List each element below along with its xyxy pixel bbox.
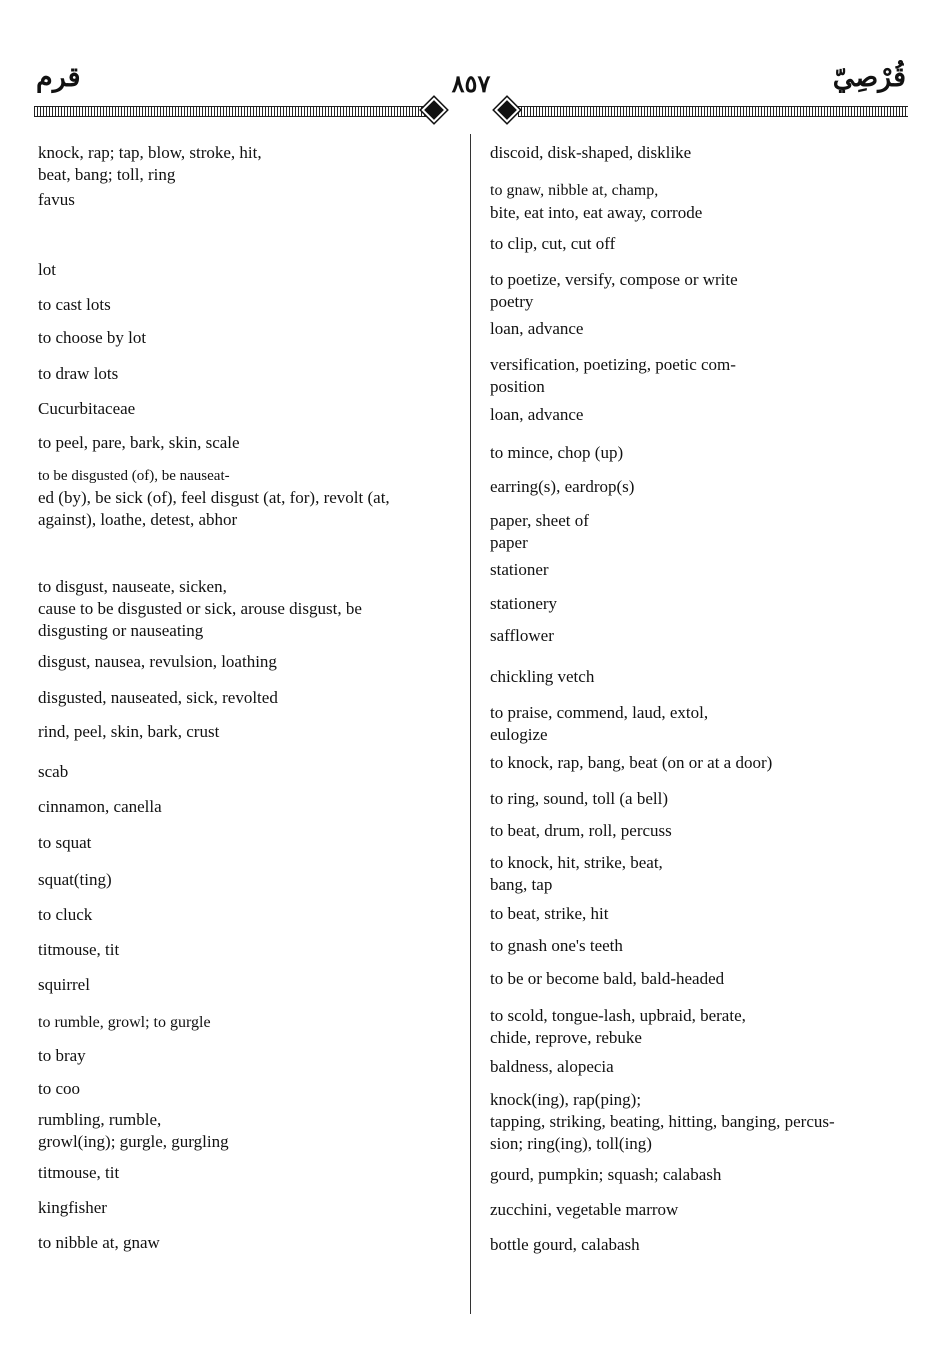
- english-definition: loan, advance: [490, 405, 584, 424]
- english-definition: to beat, drum, roll, percuss: [490, 821, 672, 840]
- english-definition: to beat, strike, hit: [490, 904, 609, 923]
- english-definition: to coo: [38, 1079, 81, 1098]
- english-definition: tapping, striking, beating, hitting, banging, percus-: [490, 1112, 835, 1131]
- header-rule-right: [518, 106, 908, 117]
- english-definition: poetry: [490, 292, 534, 311]
- english-definition: to poetize, versify, compose or write: [490, 270, 738, 289]
- diamond-ornament-left: [421, 97, 446, 122]
- english-definition: stationery: [490, 594, 558, 613]
- running-head-left: قرم: [36, 62, 81, 92]
- english-definition: rumbling, rumble,: [38, 1110, 162, 1129]
- english-definition: to cluck: [38, 905, 93, 924]
- english-definition: chickling vetch: [490, 667, 595, 686]
- english-definition: zucchini, vegetable marrow: [490, 1200, 679, 1219]
- english-definition: kingfisher: [38, 1198, 107, 1217]
- english-definition: cinnamon, canella: [38, 797, 162, 816]
- english-definition: to be or become bald, bald-headed: [490, 969, 725, 988]
- english-definition: ed (by), be sick (of), feel disgust (at, for), revolt (at,: [38, 488, 390, 507]
- english-definition: to rumble, growl; to gurgle: [38, 1014, 211, 1031]
- english-definition: beat, bang; toll, ring: [38, 165, 176, 184]
- english-definition: versification, poetizing, poetic com-: [490, 355, 736, 374]
- english-definition: to knock, rap, bang, beat (on or at a door): [490, 753, 773, 772]
- english-definition: loan, advance: [490, 319, 584, 338]
- english-definition: squat(ting): [38, 870, 112, 889]
- english-definition: to squat: [38, 833, 92, 852]
- english-definition: earring(s), eardrop(s): [490, 477, 635, 496]
- english-definition: knock(ing), rap(ping);: [490, 1090, 642, 1109]
- english-definition: to praise, commend, laud, extol,: [490, 703, 709, 722]
- english-definition: rind, peel, skin, bark, crust: [38, 722, 220, 741]
- english-definition: to clip, cut, cut off: [490, 234, 616, 253]
- english-definition: lot: [38, 260, 56, 279]
- english-definition: to disgust, nauseate, sicken,: [38, 577, 227, 596]
- english-definition: to draw lots: [38, 364, 119, 383]
- english-definition: position: [490, 377, 545, 396]
- english-definition: Cucurbitaceae: [38, 399, 136, 418]
- english-definition: disgusting or nauseating: [38, 621, 204, 640]
- english-definition: to be disgusted (of), be nauseat-: [38, 468, 230, 484]
- english-definition: knock, rap; tap, blow, stroke, hit,: [38, 143, 262, 162]
- english-definition: to scold, tongue-lash, upbraid, berate,: [490, 1006, 746, 1025]
- english-definition: titmouse, tit: [38, 940, 120, 959]
- english-definition: to knock, hit, strike, beat,: [490, 853, 663, 872]
- english-definition: to gnash one's teeth: [490, 936, 623, 955]
- english-definition: scab: [38, 762, 69, 781]
- english-definition: stationer: [490, 560, 549, 579]
- english-definition: paper, sheet of: [490, 511, 589, 530]
- page-number: ٨٥٧: [451, 72, 491, 98]
- diamond-ornament-right: [494, 97, 519, 122]
- english-definition: favus: [38, 190, 75, 209]
- english-definition: titmouse, tit: [38, 1163, 120, 1182]
- english-definition: sion; ring(ing), toll(ing): [490, 1134, 652, 1153]
- english-definition: to mince, chop (up): [490, 443, 624, 462]
- english-definition: to nibble at, gnaw: [38, 1233, 160, 1252]
- english-definition: to gnaw, nibble at, champ,: [490, 182, 659, 199]
- english-definition: disgust, nausea, revulsion, loathing: [38, 652, 277, 671]
- english-definition: eulogize: [490, 725, 548, 744]
- english-definition: disgusted, nauseated, sick, revolted: [38, 688, 278, 707]
- english-definition: squirrel: [38, 975, 90, 994]
- english-definition: chide, reprove, rebuke: [490, 1028, 642, 1047]
- english-definition: growl(ing); gurgle, gurgling: [38, 1132, 229, 1151]
- english-definition: against), loathe, detest, abhor: [38, 510, 238, 529]
- english-definition: gourd, pumpkin; squash; calabash: [490, 1165, 722, 1184]
- english-definition: to cast lots: [38, 295, 111, 314]
- header-rule-left: [34, 106, 426, 117]
- english-definition: discoid, disk-shaped, disklike: [490, 143, 692, 162]
- english-definition: bang, tap: [490, 875, 553, 894]
- english-definition: to bray: [38, 1046, 86, 1065]
- english-definition: baldness, alopecia: [490, 1057, 614, 1076]
- english-definition: paper: [490, 533, 528, 552]
- running-head-right: قُرْصِيّ: [832, 62, 906, 92]
- english-definition: to ring, sound, toll (a bell): [490, 789, 669, 808]
- english-definition: safflower: [490, 626, 554, 645]
- english-definition: to peel, pare, bark, skin, scale: [38, 433, 240, 452]
- english-definition: cause to be disgusted or sick, arouse disgust, be: [38, 599, 362, 618]
- column-divider: [470, 134, 471, 1314]
- english-definition: bite, eat into, eat away, corrode: [490, 203, 703, 222]
- english-definition: to choose by lot: [38, 328, 147, 347]
- english-definition: bottle gourd, calabash: [490, 1235, 640, 1254]
